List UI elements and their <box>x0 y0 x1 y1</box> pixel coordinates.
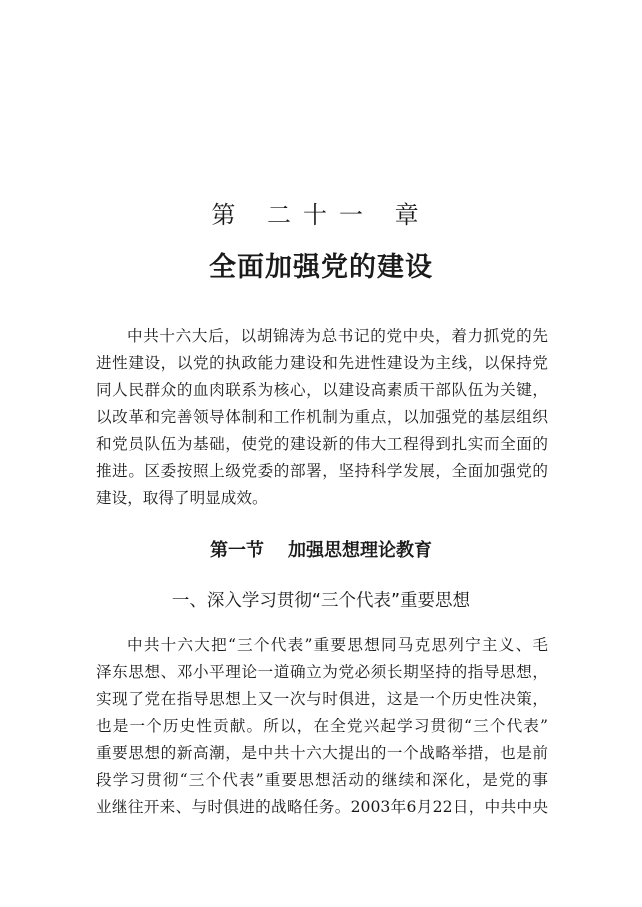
paragraph-line: 也是一个历史性贡献。所以，在全党兴起学习贯彻“三个代表” <box>96 717 548 735</box>
paragraph-line: 实现了党在指导思想上又一次与时俱进，这是一个历史性决策， <box>96 690 548 708</box>
paragraph-line: 和党员队伍为基础，使党的建设新的伟大工程得到扎实而全面的 <box>96 435 548 453</box>
paragraph-line: 建设，取得了明显成效。 <box>96 489 268 507</box>
paragraph-line: 以改革和完善领导体制和工作机制为重点，以加强党的基层组织 <box>96 408 548 426</box>
intro-paragraph <box>96 323 548 512</box>
paragraph-line: 中共十六大把“三个代表”重要思想同马克思列宁主义、毛 <box>127 636 548 654</box>
body-paragraph <box>96 632 548 821</box>
paragraph-line: 段学习贯彻“三个代表”重要思想活动的继续和深化，是党的事 <box>96 771 548 789</box>
paragraph-line: 进性建设，以党的执政能力建设和先进性建设为主线，以保持党 <box>96 354 548 372</box>
paragraph-line: 同人民群众的血肉联系为核心，以建设高素质干部队伍为关键， <box>96 381 548 399</box>
section-title: 加强思想理论教育 <box>288 540 432 561</box>
section-label: 第一节 <box>210 540 264 561</box>
paragraph-line: 重要思想的新高潮，是中共十六大提出的一个战略举措，也是前 <box>96 744 548 762</box>
subsection-heading: 一、深入学习贯彻“三个代表”重要思想 <box>171 591 471 611</box>
section-heading <box>0 538 642 564</box>
paragraph-line: 推进。区委按照上级党委的部署，坚持科学发展，全面加强党的 <box>96 462 548 480</box>
chapter-number: 第 二十一 章 <box>211 201 431 229</box>
paragraph-line: 泽东思想、邓小平理论一道确立为党必须长期坚持的指导思想， <box>96 663 548 681</box>
chapter-title: 全面加强党的建设 <box>209 252 433 283</box>
paragraph-line: 业继往开来、与时俱进的战略任务。2003年6月22日，中共中央 <box>96 798 548 816</box>
paragraph-line: 中共十六大后，以胡锦涛为总书记的党中央，着力抓党的先 <box>127 327 548 345</box>
